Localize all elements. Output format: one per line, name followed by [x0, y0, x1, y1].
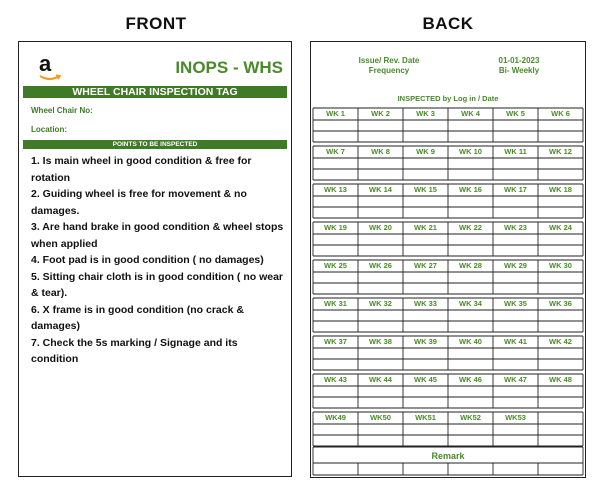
point-item: 6. X frame is in good condition (no crack & damages) — [31, 303, 244, 332]
week-label: WK 43 — [324, 375, 347, 384]
location-label: Location: — [31, 125, 67, 134]
week-label: WK 12 — [549, 147, 572, 156]
week-label: WK 31 — [324, 299, 347, 308]
week-label: WK 25 — [324, 261, 347, 270]
week-label: WK53 — [505, 413, 526, 422]
week-label: WK 13 — [324, 185, 347, 194]
back-card — [310, 41, 586, 478]
points-list — [31, 153, 287, 368]
inspected-header: INSPECTED by Log in / Date — [397, 94, 499, 103]
amazon-logo-icon — [39, 51, 61, 82]
week-label: WK 9 — [416, 147, 435, 156]
week-label: WK 1 — [326, 109, 345, 118]
week-label: WK 48 — [549, 375, 572, 384]
week-label: WK 15 — [414, 185, 437, 194]
week-label: WK 45 — [414, 375, 437, 384]
week-label: WK 44 — [369, 375, 392, 384]
point-item: 5. Sitting chair cloth is in good condition ( no wear & tear). — [31, 270, 284, 299]
remark-label: Remark — [431, 451, 465, 461]
week-label: WK 47 — [504, 375, 527, 384]
point-item: 4. Foot pad is in good condition ( no damages) — [31, 254, 264, 266]
week-label: WK 4 — [461, 109, 480, 118]
week-label: WK 10 — [459, 147, 482, 156]
week-label: WK 23 — [504, 223, 527, 232]
week-label: WK 20 — [369, 223, 392, 232]
week-label: WK 30 — [549, 261, 572, 270]
week-label: WK 19 — [324, 223, 347, 232]
week-label: WK 24 — [549, 223, 572, 232]
point-item: 7. Check the 5s marking / Signage and its condition — [31, 336, 238, 365]
week-label: WK 37 — [324, 337, 347, 346]
week-label: WK 29 — [504, 261, 527, 270]
wheelchair-no-label: Wheel Chair No: — [31, 106, 93, 115]
week-label: WK49 — [325, 413, 346, 422]
brand-title: INOPS - WHS — [175, 58, 283, 77]
week-label: WK 34 — [459, 299, 482, 308]
week-label: WK50 — [370, 413, 391, 422]
week-label: WK 7 — [326, 147, 345, 156]
week-label: WK 46 — [459, 375, 482, 384]
week-label: WK 35 — [504, 299, 527, 308]
tag-title: WHEEL CHAIR INSPECTION TAG — [23, 86, 287, 98]
week-label: WK 2 — [371, 109, 390, 118]
point-item: 1. Is main wheel in good condition & free for rotation — [31, 155, 252, 184]
week-label: WK 41 — [504, 337, 527, 346]
week-label: WK 18 — [549, 185, 572, 194]
week-label: WK 27 — [414, 261, 437, 270]
week-label: WK 3 — [416, 109, 435, 118]
week-label: WK 32 — [369, 299, 392, 308]
week-label: WK 16 — [459, 185, 482, 194]
week-label: WK 8 — [371, 147, 390, 156]
week-label: WK 22 — [459, 223, 482, 232]
week-label: WK 38 — [369, 337, 392, 346]
points-header: POINTS TO BE INSPECTED — [23, 140, 287, 149]
issue-date-value: 01-01-2023 — [498, 56, 540, 65]
logo-letter: a — [39, 51, 52, 76]
back-heading: BACK — [422, 14, 474, 33]
week-label: WK 33 — [414, 299, 437, 308]
issue-rev-label: Issue/ Rev. Date — [358, 56, 420, 65]
week-label: WK 14 — [369, 185, 392, 194]
week-label: WK 39 — [414, 337, 437, 346]
week-label: WK52 — [460, 413, 481, 422]
front-heading: FRONT — [125, 14, 187, 33]
week-label: WK 11 — [504, 147, 527, 156]
week-label: WK51 — [415, 413, 436, 422]
week-label: WK 26 — [369, 261, 392, 270]
week-label: WK 42 — [549, 337, 572, 346]
frequency-label: Frequency — [368, 66, 410, 75]
week-label: WK 17 — [504, 185, 527, 194]
front-card — [18, 41, 292, 477]
week-label: WK 6 — [551, 109, 570, 118]
week-label: WK 28 — [459, 261, 482, 270]
point-item: 2. Guiding wheel is free for movement & no damages. — [31, 188, 247, 217]
week-label: WK 40 — [459, 337, 482, 346]
week-label: WK 5 — [506, 109, 525, 118]
week-label: WK 21 — [414, 223, 437, 232]
point-item: 3. Are hand brake in good condition & wheel stops when applied — [31, 221, 284, 250]
week-label: WK 36 — [549, 299, 572, 308]
frequency-value: Bi- Weekly — [498, 66, 540, 75]
